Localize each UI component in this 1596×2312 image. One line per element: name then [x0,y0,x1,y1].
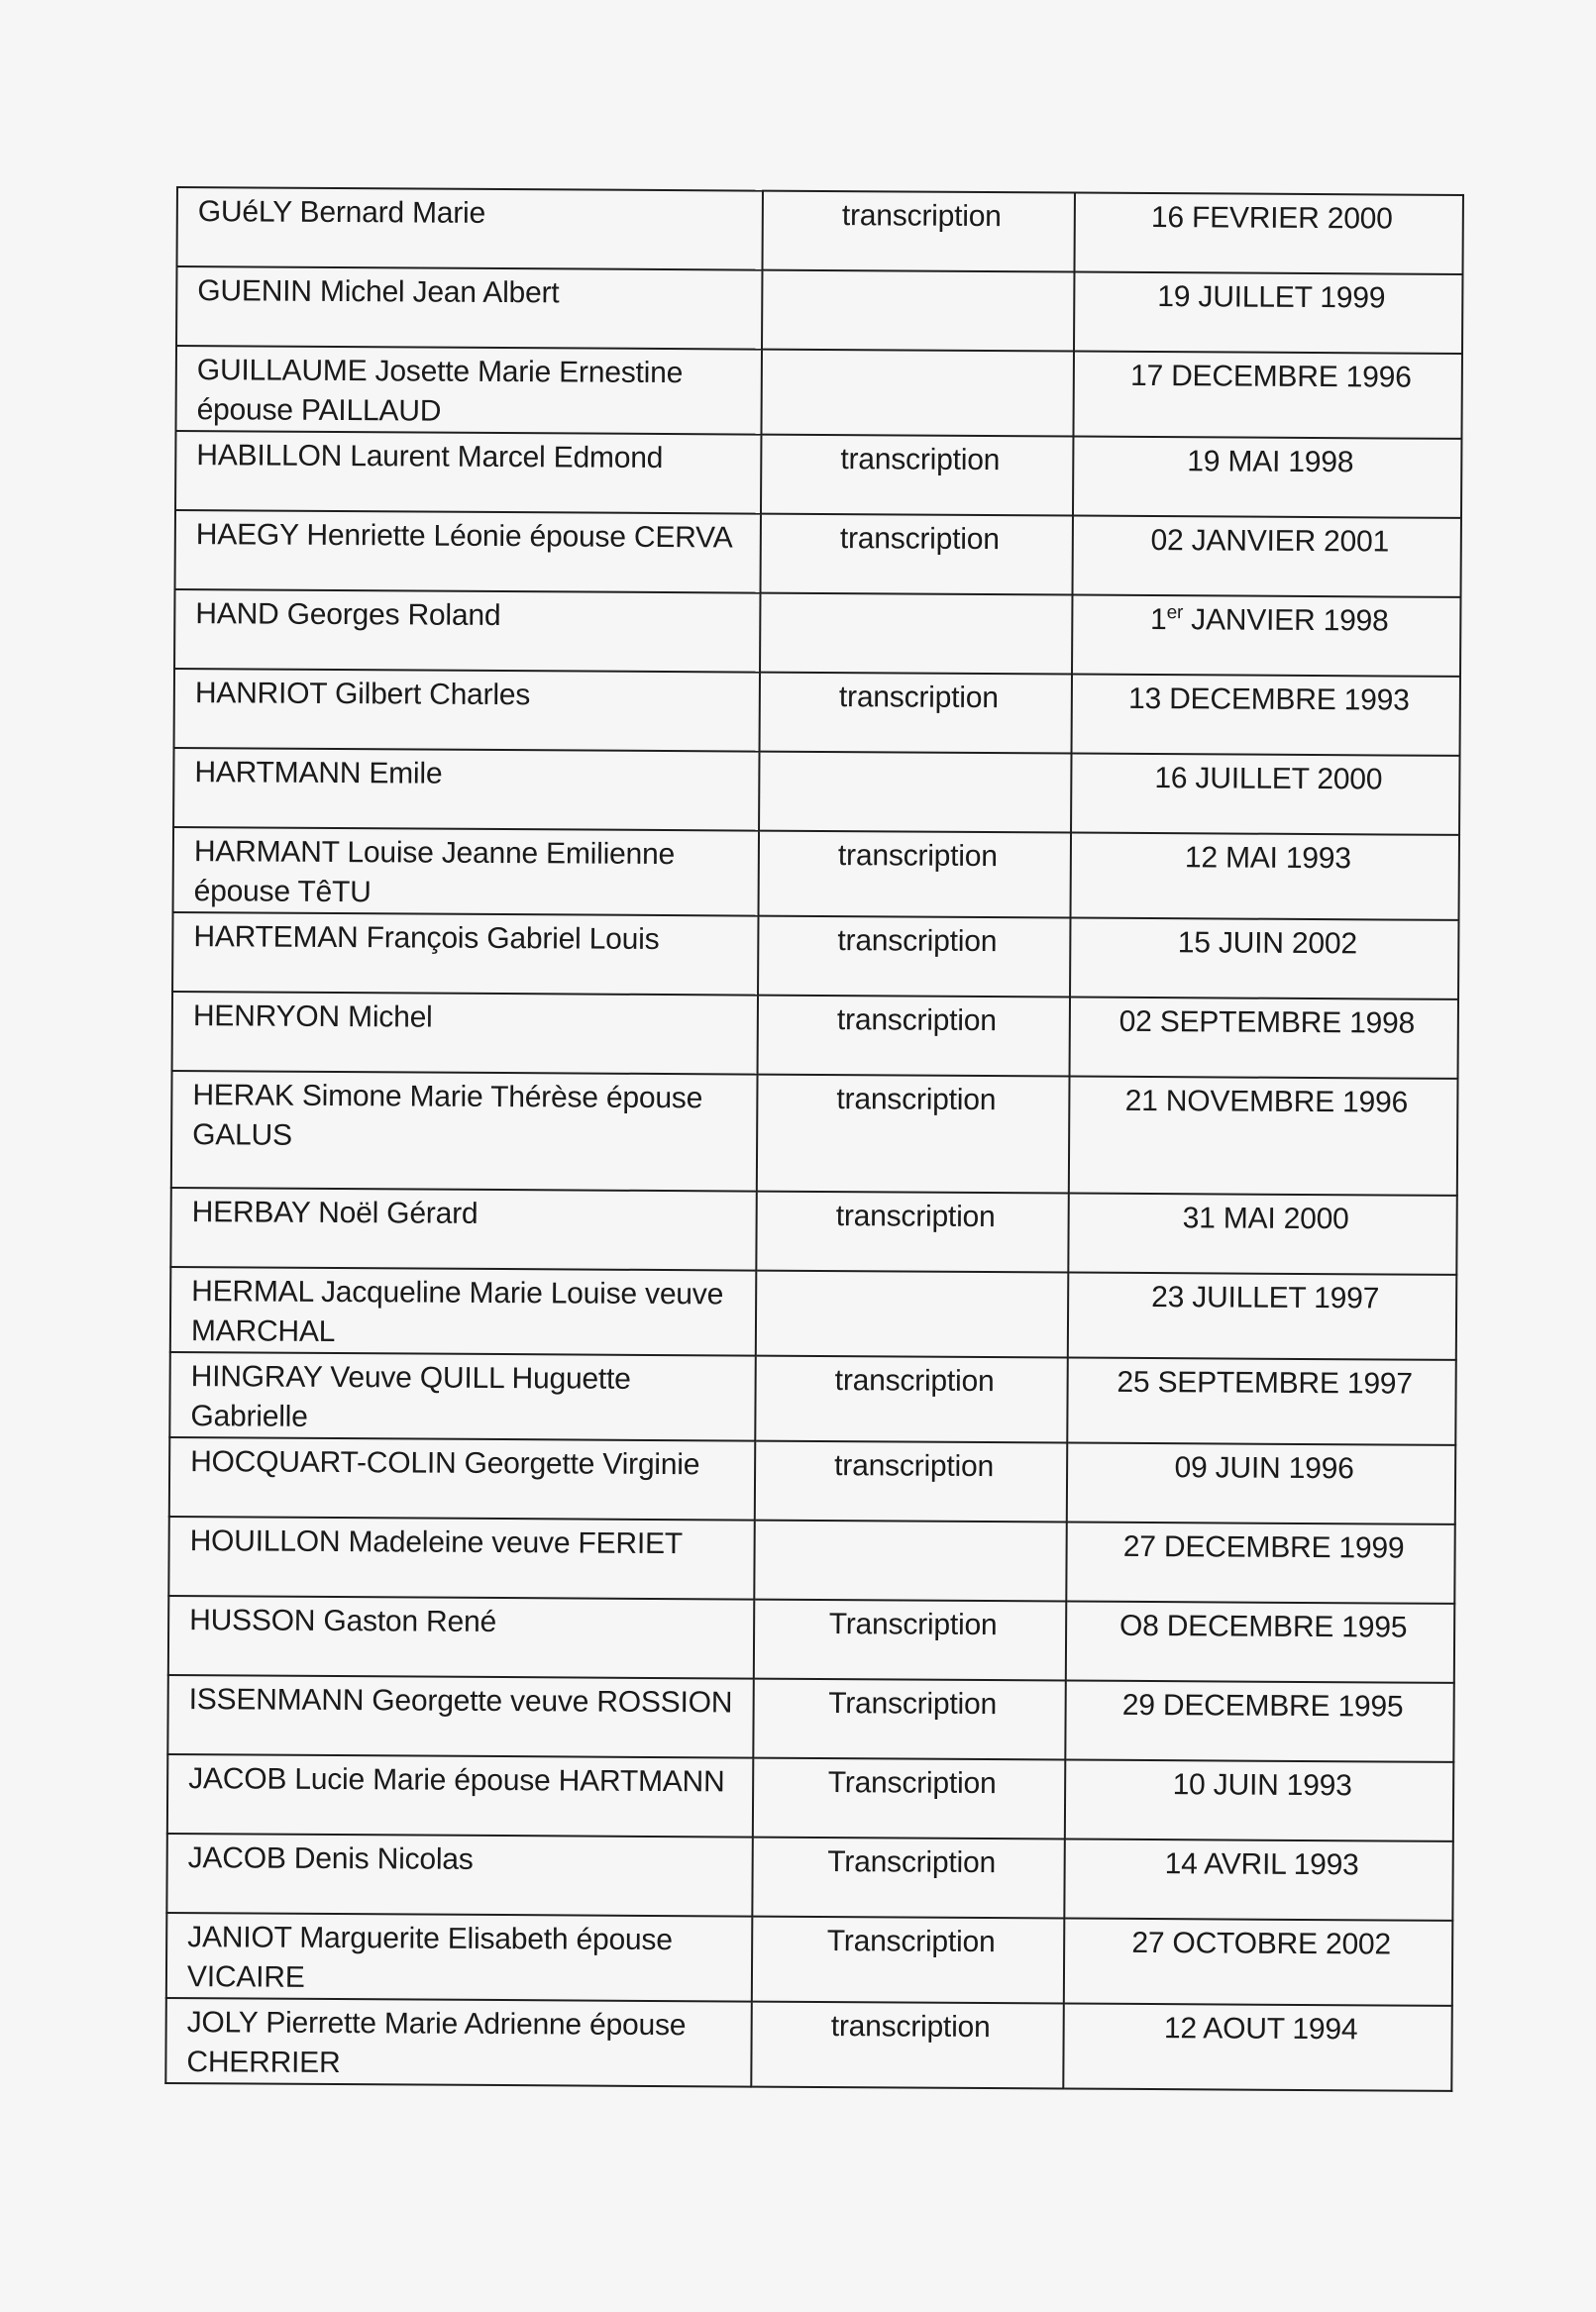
date-cell: 02 SEPTEMBRE 1998 [1070,998,1458,1079]
table-row [175,431,1461,518]
table-row [172,992,1458,1079]
date-cell: 27 OCTOBRE 2002 [1064,1919,1453,2006]
type-cell: transcription [762,191,1074,272]
date-day: 1 [1149,603,1167,637]
table-row [172,912,1458,999]
name-cell: HARMANT Louise Jeanne Emilienne épouse TêTU [173,827,760,916]
table-row [167,1675,1453,1762]
table-row [174,589,1460,677]
name-cell: HERBAY Noël Gérard [170,1188,756,1271]
table-row [177,187,1463,274]
type-cell: Transcription [754,1600,1066,1681]
type-cell: transcription [760,673,1072,754]
type-cell: transcription [755,1441,1067,1523]
name-cell: HARTMANN Emile [173,748,759,831]
date-cell: 12 AOUT 1994 [1063,2004,1452,2091]
date-cell: 29 DECEMBRE 1995 [1065,1681,1453,1762]
name-cell: HANRIOT Gilbert Charles [174,669,760,752]
type-cell [762,270,1074,352]
table-row [168,1517,1454,1604]
type-cell: transcription [756,1192,1068,1273]
table-row [171,1071,1458,1196]
type-cell [754,1521,1066,1602]
date-cell: O8 DECEMBRE 1995 [1066,1602,1454,1683]
type-cell [756,1271,1069,1358]
name-cell: GUéLY Bernard Marie [177,187,763,270]
table-row [176,266,1462,354]
name-cell: HABILLON Laurent Marcel Edmond [175,431,761,514]
date-cell: 13 DECEMBRE 1993 [1072,675,1460,756]
name-cell: HERMAL Jacqueline Marie Louise veuve MARCHAL [170,1267,757,1356]
date-cell: 10 JUIN 1993 [1065,1760,1453,1841]
date-cell: 16 FEVRIER 2000 [1074,193,1462,274]
type-cell [761,350,1074,437]
type-cell: transcription [761,435,1073,516]
date-cell: 25 SEPTEMBRE 1997 [1067,1358,1456,1445]
date-cell: 17 DECEMBRE 1996 [1073,352,1462,439]
date-cell: 27 DECEMBRE 1999 [1066,1523,1454,1604]
name-cell: GUENIN Michel Jean Albert [176,266,762,350]
date-cell: 09 JUIN 1996 [1067,1443,1455,1524]
table-row [175,346,1462,439]
register-table [164,186,1464,2092]
date-cell: 15 JUIN 2002 [1070,918,1458,999]
date-cell: 12 MAI 1993 [1071,833,1460,920]
name-cell: HOUILLON Madeleine veuve FERIET [168,1517,754,1600]
type-cell [759,752,1071,833]
name-cell: JANIOT Marguerite Elisabeth épouse VICAIRE [166,1913,753,2002]
table-row [170,1267,1457,1360]
table-row [166,1913,1453,2006]
date-cell: 31 MAI 2000 [1068,1194,1456,1275]
table-row [166,1834,1452,1921]
name-cell: JACOB Lucie Marie épouse HARTMANN [167,1754,753,1838]
ordinal-suffix: er [1166,602,1184,624]
date-cell: 16 JUILLET 2000 [1071,754,1459,835]
name-cell: HUSSON Gaston René [168,1596,754,1679]
table-row [165,1998,1452,2091]
type-cell: Transcription [753,1679,1065,1760]
name-cell: HERAK Simone Marie Thérèse épouse GALUS [171,1071,758,1192]
table-row [170,1188,1456,1275]
table-row [167,1754,1453,1841]
type-cell: Transcription [752,1917,1065,2004]
type-cell: transcription [758,996,1070,1077]
name-cell: HOCQUART-COLIN Georgette Virginie [169,1437,755,1521]
type-cell: transcription [759,831,1072,918]
type-cell: transcription [758,916,1070,998]
date-cell: 14 AVRIL 1993 [1064,1839,1452,1921]
date-cell [1072,595,1460,677]
name-cell: HARTEMAN François Gabriel Louis [172,912,758,996]
type-cell: Transcription [753,1758,1065,1839]
name-cell: JOLY Pierrette Marie Adrienne épouse CHERRIER [165,1998,752,2087]
type-cell [760,593,1072,675]
name-cell: HINGRAY Veuve QUILL Huguette Gabrielle [169,1352,756,1441]
table-row [169,1437,1455,1524]
date-cell: 23 JUILLET 1997 [1068,1273,1457,1360]
name-cell: HAEGY Henriette Léonie épouse CERVA [175,510,761,593]
type-cell: transcription [751,2002,1064,2089]
table-row [175,510,1461,597]
date-cell: 21 NOVEMBRE 1996 [1069,1077,1458,1196]
type-cell: transcription [755,1356,1068,1443]
name-cell: GUILLAUME Josette Marie Ernestine épouse PAILLAUD [175,346,762,435]
type-cell: transcription [757,1075,1070,1194]
name-cell: HAND Georges Roland [174,589,760,673]
date-cell: 19 JUILLET 1999 [1074,272,1462,354]
table-row [173,827,1460,920]
table-row [173,748,1459,835]
type-cell: transcription [761,514,1073,595]
date-cell: 02 JANVIER 2001 [1072,516,1460,597]
date-cell: 19 MAI 1998 [1073,437,1461,518]
name-cell: ISSENMANN Georgette veuve ROSSION [167,1675,753,1758]
name-cell: JACOB Denis Nicolas [166,1834,752,1917]
name-cell: HENRYON Michel [172,992,758,1075]
table-row [168,1596,1454,1683]
table-row [174,669,1460,756]
type-cell: Transcription [752,1838,1064,1919]
table-row [169,1352,1456,1445]
date-rest: JANVIER 1998 [1182,603,1389,638]
